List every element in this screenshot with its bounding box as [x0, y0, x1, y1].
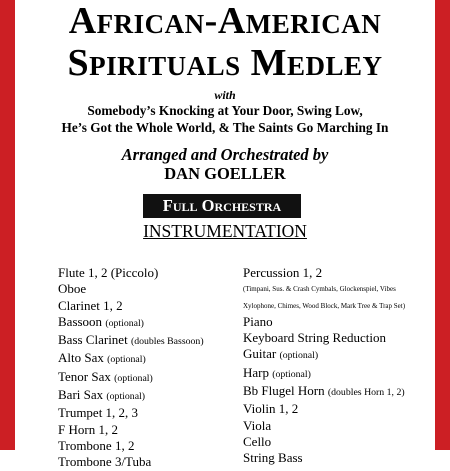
instrument-item	[243, 346, 405, 364]
instrument-item	[58, 265, 204, 281]
with-label: with	[214, 88, 236, 102]
instrument-item	[243, 330, 405, 346]
instrument-item	[58, 350, 204, 368]
instrument-note: (doubles Bassoon)	[130, 336, 204, 348]
instrument-name: Violin 1, 2	[243, 401, 299, 417]
instrument-name: Cello	[243, 433, 272, 449]
instrument-item	[243, 401, 405, 417]
instrument-item	[58, 387, 204, 405]
instrument-item	[58, 454, 204, 470]
instrument-note: (optional)	[272, 368, 311, 380]
instrumentation-heading: INSTRUMENTATION	[143, 221, 307, 241]
instrument-note: (optional)	[114, 372, 153, 384]
instrument-note: (optional)	[107, 354, 146, 366]
instrument-name: Trumpet 1, 2, 3	[58, 405, 139, 421]
percussion-detail-2: Xylophone, Chimes, Wood Block, Mark Tree & Trap Set)	[243, 301, 406, 310]
instrument-item	[58, 405, 204, 421]
instrument-item	[243, 383, 405, 401]
instrument-note: (doubles Horn 1, 2)	[327, 387, 405, 399]
instrument-name: Clarinet 1, 2	[58, 297, 123, 313]
instrument-item	[243, 450, 405, 466]
instrument-item	[243, 418, 405, 434]
arranged-by-label: Arranged and Orchestrated by	[121, 145, 329, 164]
instrument-item	[58, 314, 204, 332]
instrument-name: Bass Clarinet	[58, 332, 128, 348]
instrument-name: Bassoon	[58, 313, 103, 329]
instrument-name: F Horn 1, 2	[58, 421, 118, 437]
instrument-name: Keyboard String Reduction	[243, 330, 386, 346]
instrument-list-left	[58, 265, 204, 471]
title-line-2: Spirituals Medley	[67, 42, 383, 84]
instrument-name: Bb Flugel Horn	[243, 383, 325, 399]
instrument-note: (optional)	[279, 350, 319, 362]
instrument-name: Tenor Sax	[58, 368, 111, 384]
percussion-detail-1: (Timpani, Sus. & Crash Cymbals, Glockenspiel, Vibes	[243, 285, 396, 294]
instrument-item-percussion	[243, 265, 405, 281]
instrument-name: String Bass	[243, 450, 303, 466]
instrument-name: Trombone 3/Tuba	[58, 454, 152, 470]
instrument-list-right	[243, 265, 405, 467]
songs-line-2: He’s Got the Whole World, & The Saints Go Marching In	[61, 120, 389, 135]
instrument-name: Trombone 1, 2	[58, 437, 135, 453]
instrument-name: Viola	[243, 417, 272, 433]
instrument-item	[58, 369, 204, 387]
instrument-item	[243, 434, 405, 450]
instrument-name: Flute 1, 2 (Piccolo)	[58, 265, 159, 280]
instrument-item	[58, 422, 204, 438]
instrument-item	[58, 298, 204, 314]
instrument-item	[58, 332, 204, 350]
instrument-note: (optional)	[106, 391, 146, 403]
instrument-item	[243, 365, 405, 383]
songs-line-1: Somebody’s Knocking at Your Door, Swing Low,	[87, 103, 363, 118]
instrument-note: (optional)	[105, 317, 144, 329]
title-line-1: African-American	[68, 0, 382, 42]
composer-name: DAN GOELLER	[164, 164, 286, 183]
instrument-name: Piano	[243, 313, 273, 329]
instrument-name: Harp	[243, 364, 269, 380]
instrument-name: Oboe	[58, 281, 87, 297]
instrument-name: Alto Sax	[58, 350, 104, 366]
edition-badge: Full Orchestra	[143, 194, 301, 218]
instrument-name: Bari Sax	[58, 387, 104, 403]
instrument-name: Guitar	[243, 346, 277, 362]
instrument-item	[243, 314, 405, 330]
instrument-item	[58, 438, 204, 454]
instrument-name: Percussion 1, 2	[243, 265, 323, 280]
instrument-item	[58, 281, 204, 297]
